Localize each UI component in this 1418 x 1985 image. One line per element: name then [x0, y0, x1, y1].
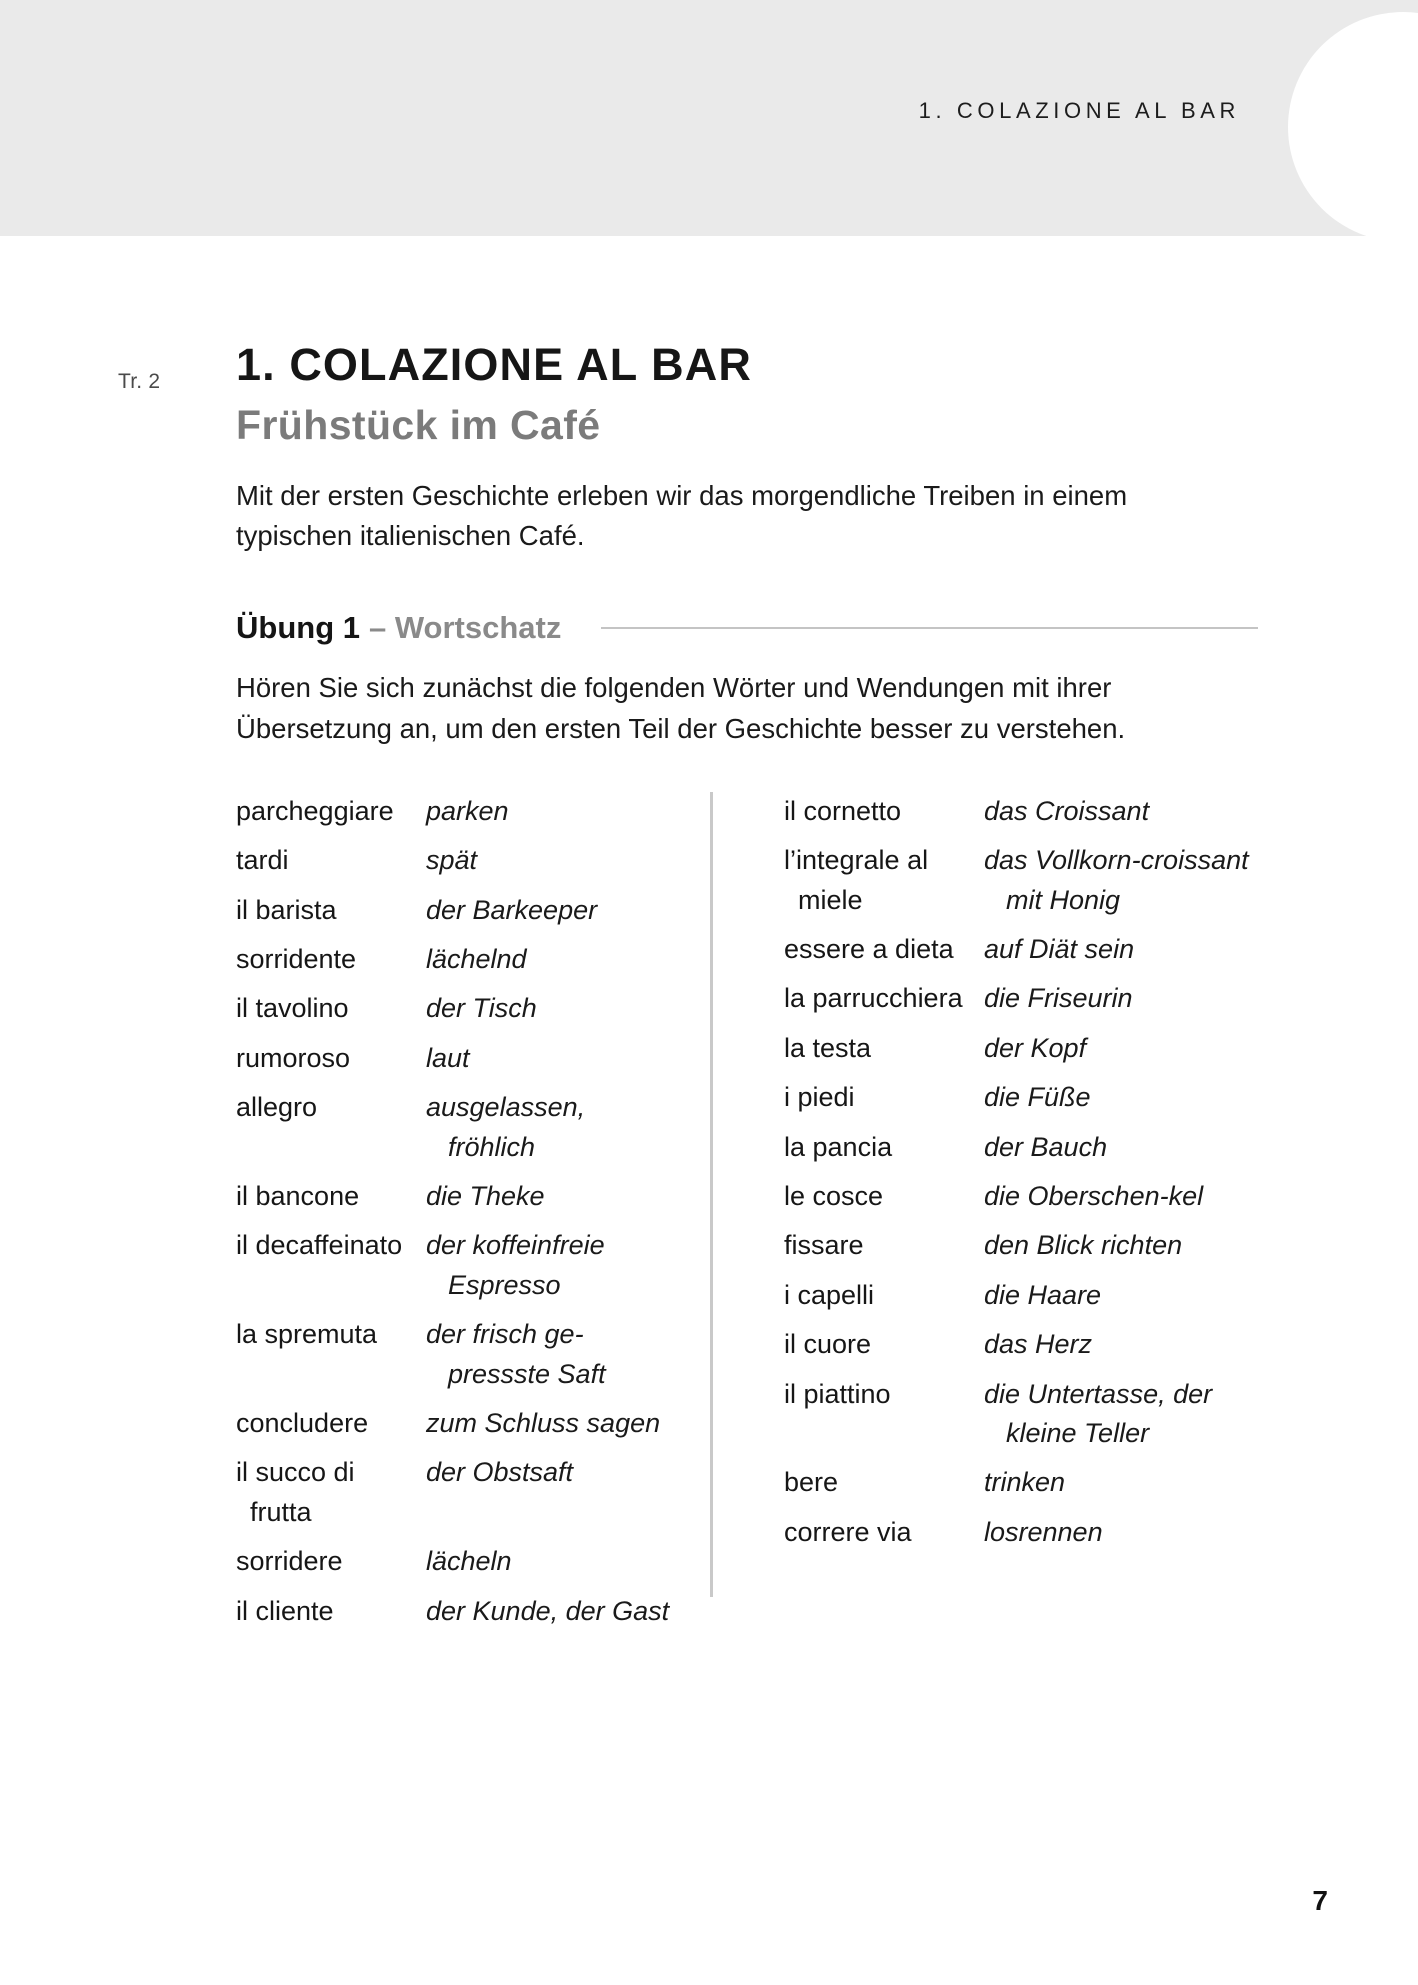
- vocabulary-row: [236, 841, 674, 880]
- vocabulary-row: [784, 930, 1258, 969]
- vocab-term-it: i piedi: [784, 1082, 855, 1113]
- vocabulary-table: [236, 750, 1258, 1641]
- vocab-term-de: die Friseurin: [984, 983, 1133, 1014]
- vocabulary-column-divider: [710, 792, 713, 1597]
- vocabulary-row: [784, 1325, 1258, 1364]
- vocabulary-left-column: [236, 792, 710, 1641]
- vocab-term-it: sorridere: [236, 1546, 343, 1577]
- vocab-term-it: tardi: [236, 845, 289, 876]
- audio-track-marker: Tr. 2: [118, 370, 161, 393]
- chapter-subtitle: Frühstück im Café: [236, 402, 601, 449]
- vocabulary-row: [784, 979, 1258, 1018]
- vocabulary-row: [236, 792, 674, 831]
- vocab-term-it: i capelli: [784, 1279, 875, 1310]
- running-head: 1. COLAZIONE AL BAR: [918, 98, 1240, 123]
- vocab-term-it: il cuore: [784, 1329, 872, 1360]
- vocab-term-it: la testa: [784, 1032, 872, 1063]
- page-number: 7: [1312, 1885, 1328, 1916]
- vocab-term-it: il cornetto: [784, 795, 902, 826]
- header-circle-decoration: [1288, 12, 1418, 236]
- vocabulary-row: [784, 1177, 1258, 1216]
- page-body: [0, 236, 1418, 1985]
- vocab-term-de: laut: [426, 1042, 470, 1073]
- vocab-term-de: der Kunde, der Gast: [426, 1595, 670, 1626]
- vocab-term-it: l’integrale al miele: [784, 845, 929, 915]
- vocabulary-row: [236, 940, 674, 979]
- vocab-term-de: die Theke: [426, 1181, 545, 1211]
- vocabulary-row: [784, 1513, 1258, 1552]
- vocabulary-row: [236, 1542, 674, 1581]
- exercise-task-text: Hören Sie sich zunächst die folgenden Wörter und Wendungen mit ihrer Übersetzung an, um den ersten Teil der Geschichte besser zu verstehen.: [236, 672, 1126, 745]
- vocab-term-it: concludere: [236, 1408, 369, 1439]
- chapter-intro-text: Mit der ersten Geschichte erleben wir das morgendliche Treiben in einem typischen italienischen Café.: [236, 479, 1128, 551]
- vocab-term-de: die Oberschen-kel: [984, 1181, 1204, 1211]
- vocabulary-row: [784, 792, 1258, 831]
- vocab-term-de: die Haare: [984, 1279, 1102, 1310]
- vocab-term-it: sorridente: [236, 943, 357, 974]
- vocab-term-de: der Bauch: [984, 1131, 1108, 1162]
- chapter-title: 1. COLAZIONE AL BAR: [236, 339, 752, 390]
- vocabulary-row: [236, 1088, 674, 1167]
- vocab-term-it: la parrucchiera: [784, 983, 963, 1014]
- vocabulary-row: [784, 1128, 1258, 1167]
- vocab-term-it: le cosce: [784, 1181, 884, 1211]
- vocabulary-row: [784, 1375, 1258, 1454]
- vocabulary-row: [784, 1276, 1258, 1315]
- vocab-term-de: trinken: [984, 1467, 1066, 1498]
- vocab-term-it: il succo di frutta: [236, 1457, 355, 1527]
- vocab-term-de: parken: [426, 795, 509, 826]
- vocab-term-de: der frisch ge-pressste Saft: [426, 1319, 606, 1389]
- exercise-number-label: Übung 1: [236, 610, 360, 646]
- vocabulary-row: [236, 1226, 674, 1305]
- vocab-term-it: il piattino: [784, 1378, 891, 1409]
- vocab-term-it: rumoroso: [236, 1042, 351, 1073]
- vocabulary-row: [784, 1226, 1258, 1265]
- vocabulary-row: [236, 1453, 674, 1532]
- vocabulary-row: [784, 1463, 1258, 1502]
- vocab-term-de: das Herz: [984, 1329, 1093, 1360]
- vocab-term-it: la pancia: [784, 1131, 893, 1162]
- vocab-term-it: essere a dieta: [784, 933, 954, 964]
- vocab-term-it: la spremuta: [236, 1319, 378, 1350]
- vocab-term-de: spät: [426, 845, 478, 876]
- vocab-term-it: il decaffeinato: [236, 1230, 403, 1261]
- vocab-term-it: correre via: [784, 1516, 912, 1547]
- vocab-term-it: il bancone: [236, 1181, 360, 1211]
- vocabulary-row: [236, 989, 674, 1028]
- vocabulary-row: [236, 1315, 674, 1394]
- vocab-term-it: bere: [784, 1467, 839, 1498]
- vocabulary-row: [236, 891, 674, 930]
- vocab-term-it: il tavolino: [236, 993, 349, 1024]
- vocab-term-de: lächeln: [426, 1546, 512, 1577]
- vocab-term-de: der Tisch: [426, 993, 537, 1024]
- vocab-term-de: das Vollkorn-croissant mit Honig: [984, 845, 1249, 915]
- vocab-term-de: der koffeinfreie Espresso: [426, 1230, 605, 1300]
- exercise-heading-rule: [601, 627, 1258, 629]
- vocabulary-row: [784, 1029, 1258, 1068]
- page-header-band: [0, 0, 1418, 236]
- vocab-term-de: ausgelassen, fröhlich: [426, 1092, 586, 1162]
- vocab-term-de: die Untertasse, der kleine Teller: [984, 1378, 1213, 1449]
- vocabulary-row: [236, 1404, 674, 1443]
- vocabulary-row: [236, 1592, 674, 1631]
- vocab-term-de: der Obstsaft: [426, 1457, 574, 1488]
- vocab-term-de: auf Diät sein: [984, 933, 1135, 964]
- vocab-term-it: parcheggiare: [236, 795, 394, 826]
- vocab-term-de: losrennen: [984, 1516, 1103, 1547]
- vocabulary-row: [784, 841, 1258, 920]
- vocabulary-row: [236, 1039, 674, 1078]
- vocab-term-it: fissare: [784, 1230, 864, 1261]
- content-column: [236, 236, 1258, 1641]
- vocabulary-row: [236, 1177, 674, 1216]
- vocab-term-de: den Blick richten: [984, 1230, 1183, 1261]
- vocab-term-it: il cliente: [236, 1595, 334, 1626]
- vocab-term-it: il barista: [236, 894, 337, 925]
- exercise-type-label: – Wortschatz: [369, 610, 562, 646]
- vocabulary-row: [784, 1078, 1258, 1117]
- vocab-term-de: der Kopf: [984, 1032, 1087, 1063]
- vocab-term-de: das Croissant: [984, 795, 1150, 826]
- vocab-term-de: zum Schluss sagen: [426, 1408, 661, 1439]
- vocab-term-de: lächelnd: [426, 943, 527, 974]
- exercise-heading: [236, 556, 1258, 646]
- vocab-term-de: die Füße: [984, 1082, 1091, 1113]
- vocabulary-right-column: [710, 792, 1258, 1641]
- vocab-term-de: der Barkeeper: [426, 894, 598, 925]
- vocab-term-it: allegro: [236, 1092, 318, 1123]
